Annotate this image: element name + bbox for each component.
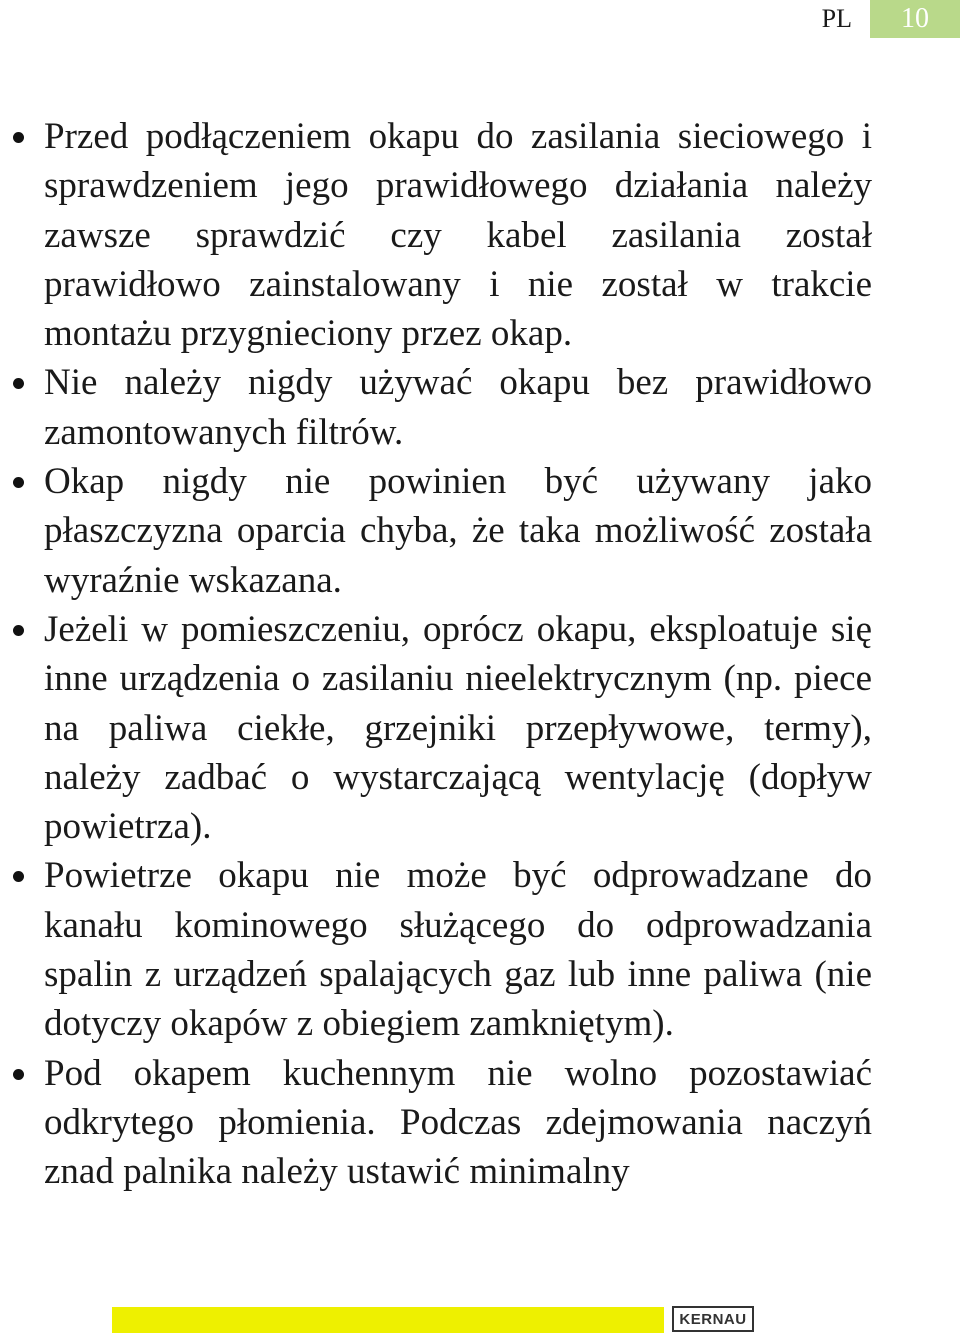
- list-item: [44, 851, 872, 1048]
- bullet-icon: [13, 477, 24, 488]
- list-item-text: Jeżeli w pomieszczeniu, oprócz okapu, eksploatuje się inne urządzenia o zasilaniu nieelektrycznym (np. piece na paliwa ciekłe, grzejniki przepływowe, termy), należy zadbać o wystarczającą wentylację (dopływ powietrza).: [44, 608, 872, 848]
- page-header: [822, 0, 960, 38]
- bullet-icon: [13, 132, 24, 143]
- page-number: 10: [870, 0, 960, 38]
- list-item: [44, 457, 872, 605]
- footer-accent-bar: [112, 1307, 664, 1333]
- bullet-icon: [13, 625, 24, 636]
- bullet-icon: [13, 378, 24, 389]
- bullet-icon: [13, 871, 24, 882]
- list-item-text: Okap nigdy nie powinien być używany jako płaszczyzna oparcia chyba, że taka możliwość została wyraźnie wskazana.: [44, 461, 872, 601]
- list-item: [44, 605, 872, 851]
- list-item-text: Przed podłączeniem okapu do zasilania sieciowego i sprawdzeniem jego prawidłowego działania należy zawsze sprawdzić czy kabel zasilania został prawidłowo zainstalowany i nie został w trakcie montażu przygnieciony przez okap.: [44, 116, 872, 355]
- safety-instructions: [0, 112, 960, 1197]
- brand-logo-text: KERNAU: [679, 1310, 747, 1328]
- list-item: [44, 112, 872, 358]
- bullet-list: [0, 112, 960, 1197]
- list-item-text: Powietrze okapu nie może być odprowadzane do kanału kominowego służącego do odprowadzania spalin z urządzeń spalających gaz lub inne paliwa (nie dotyczy okapów z obiegiem zamkniętym).: [44, 855, 872, 1045]
- list-item-text: Pod okapem kuchennym nie wolno pozostawiać odkrytego płomienia. Podczas zdejmowania naczyń znad palnika należy ustawić minimalny: [44, 1052, 872, 1193]
- list-item-text: Nie należy nigdy używać okapu bez prawidłowo zamontowanych filtrów.: [44, 362, 872, 453]
- list-item: [44, 1049, 872, 1197]
- bullet-icon: [13, 1069, 24, 1080]
- brand-logo: [672, 1306, 754, 1332]
- language-code: PL: [821, 4, 852, 33]
- list-item: [44, 358, 872, 457]
